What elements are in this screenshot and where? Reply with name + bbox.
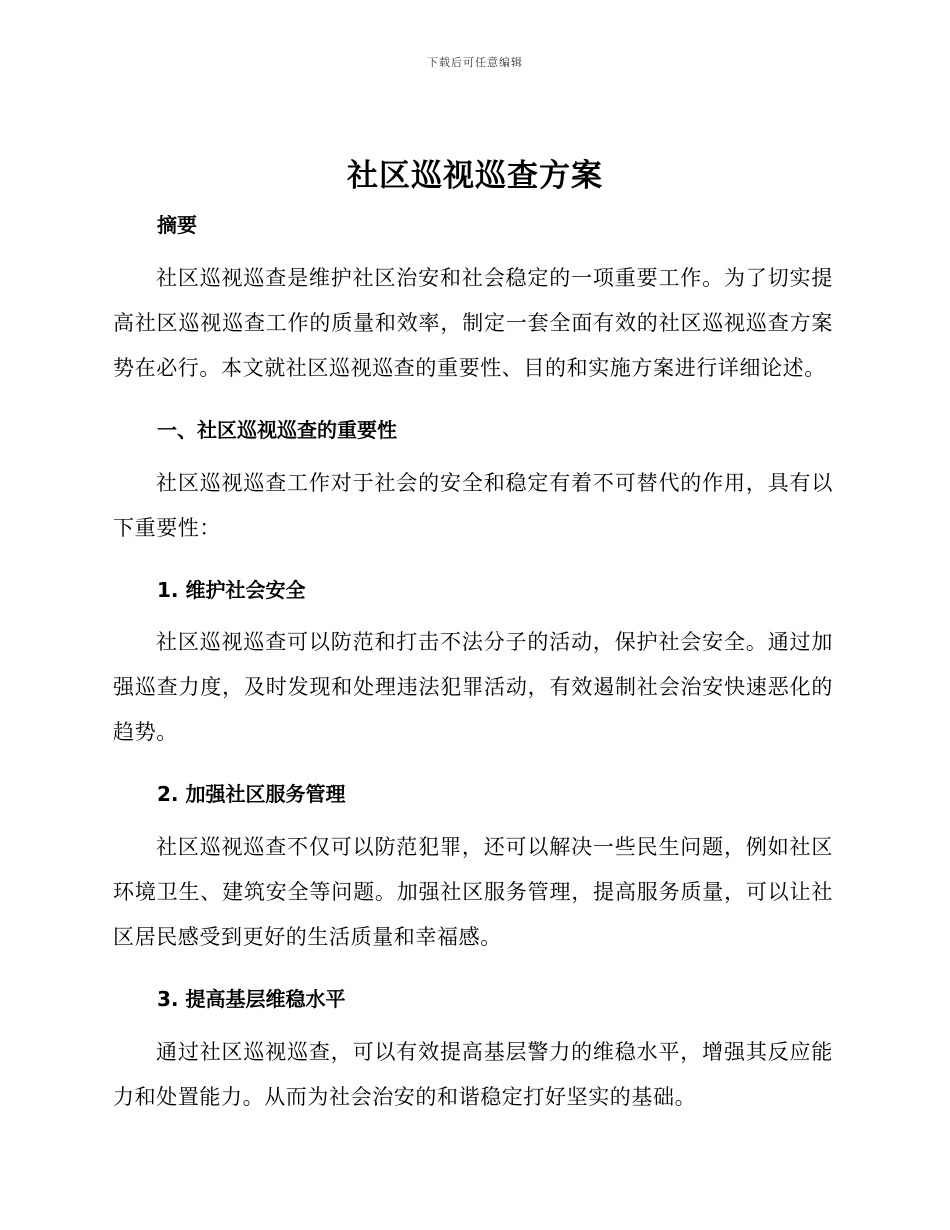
item-paragraph-2: 社区巡视巡查不仅可以防范犯罪，还可以解决一些民生问题，例如社区环境卫生、建筑安全等问题。加强社区服务管理，提高服务质量，可以让社区居民感受到更好的生活质量和幸福感。 <box>113 835 833 949</box>
item-paragraph-3: 通过社区巡视巡查，可以有效提高基层警力的维稳水平，增强其反应能力和处置能力。从而为社会治安的和谐稳定打好坚实的基础。 <box>113 1040 833 1109</box>
item-heading-3: 3. 提高基层维稳水平 <box>157 987 346 1011</box>
section-heading-importance: 一、社区巡视巡查的重要性 <box>157 418 397 442</box>
header-note: 下载后可任意编辑 <box>427 56 523 69</box>
section-intro-paragraph: 社区巡视巡查工作对于社会的安全和稳定有着不可替代的作用，具有以下重要性： <box>113 471 833 540</box>
document-title: 社区巡视巡查方案 <box>347 158 603 194</box>
item-heading-1: 1. 维护社会安全 <box>157 578 306 602</box>
abstract-heading: 摘要 <box>157 213 197 237</box>
item-paragraph-1: 社区巡视巡查可以防范和打击不法分子的活动，保护社会安全。通过加强巡查力度，及时发现和处理违法犯罪活动，有效遏制社会治安快速恶化的趋势。 <box>113 630 833 744</box>
item-heading-2: 2. 加强社区服务管理 <box>157 782 346 806</box>
abstract-paragraph: 社区巡视巡查是维护社区治安和社会稳定的一项重要工作。为了切实提高社区巡视巡查工作的质量和效率，制定一套全面有效的社区巡视巡查方案势在必行。本文就社区巡视巡查的重要性、目的和实施方案进行详细论述。 <box>113 266 833 380</box>
